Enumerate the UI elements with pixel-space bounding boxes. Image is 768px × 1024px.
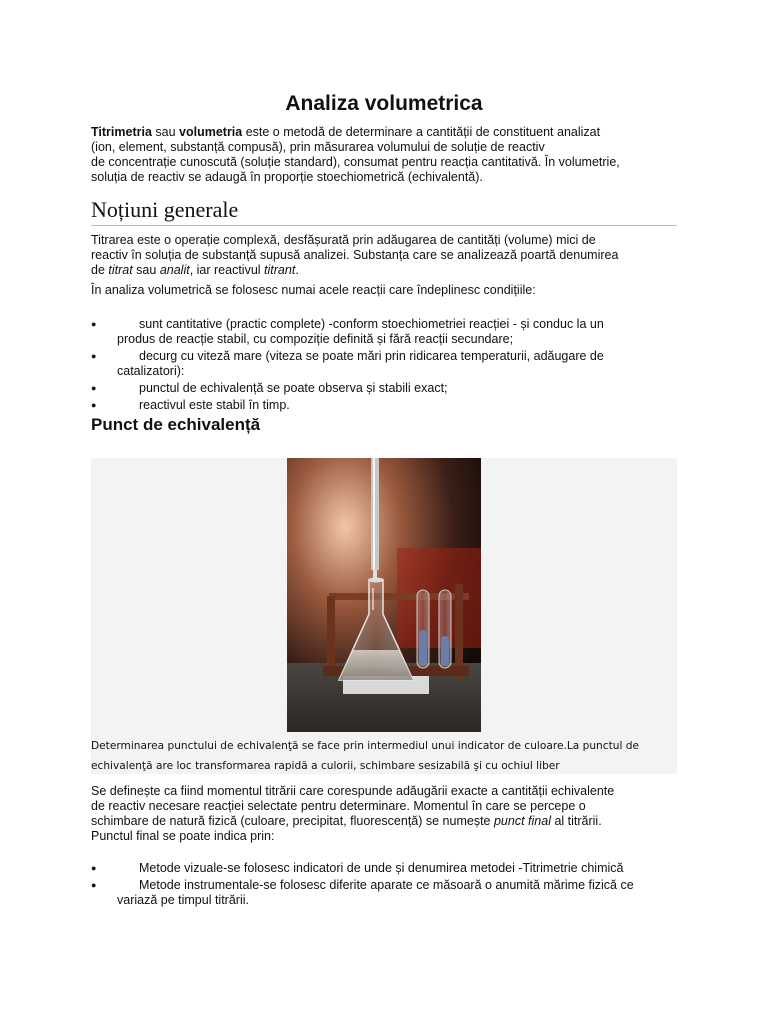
term-analit: analit <box>159 263 190 277</box>
list-item-text: Metode instrumentale-se folosesc diferite aparate ce măsoară o anumită mărime fizică ce <box>139 878 634 892</box>
list-item-text: sunt cantitative (practic complete) -conform stoechiometriei reacției - și conduc la un <box>139 317 604 331</box>
intro-text: este o metodă de determinare a cantității de constituent analizat <box>242 125 601 139</box>
term-punct-final: punct final <box>493 814 551 828</box>
bullet-icon: ● <box>91 863 97 873</box>
methods-list <box>91 861 681 910</box>
section-heading-notiuni: Noțiuni generale <box>91 197 677 226</box>
titration-photo <box>287 458 481 732</box>
paragraph-line: de reactiv necesare reacției selectate pentru determinare. Momentul în care se percepe o <box>91 799 586 813</box>
list-item-text: punctul de echivalență se poate observa și stabili exact; <box>139 381 448 395</box>
list-item-text: Metode vizuale-se folosesc indicatori de unde și denumirea metodei -Titrimetrie chimică <box>139 861 624 875</box>
paragraph-titrarea <box>91 233 677 278</box>
list-item-text: catalizatori): <box>117 364 185 378</box>
list-item <box>91 878 681 908</box>
intro-text: sau <box>151 125 180 139</box>
caption-line: echivalenţă are loc transformarea rapidă a culorii, schimbare sesizabilă şi cu ochiul liber <box>91 760 560 772</box>
term-titrant: titrant <box>264 263 296 277</box>
bullet-icon: ● <box>91 351 97 361</box>
list-item-text: produs de reacție stabil, cu compoziție definită și fără reacții secundare; <box>117 332 514 346</box>
term-titrat: titrat <box>108 263 133 277</box>
titration-flask-image <box>287 458 481 732</box>
intro-line: (ion, element, substanță compusă), prin măsurarea volumului de soluție de reactiv <box>91 140 545 154</box>
bullet-icon: ● <box>91 383 97 393</box>
text: al titrării. <box>550 814 602 828</box>
figure <box>91 458 677 774</box>
text: de <box>91 263 109 277</box>
list-item <box>91 317 681 347</box>
paragraph-line <box>91 263 677 278</box>
figure-caption <box>91 736 677 776</box>
bullet-icon: ● <box>91 880 97 890</box>
list-item <box>91 349 681 379</box>
conditions-list <box>91 317 681 415</box>
term-volumetria: volumetria <box>179 125 243 139</box>
paragraph-definitie <box>91 784 677 844</box>
paragraph-conditii: În analiza volumetrică se folosesc numai acele reacții care îndeplinesc condițiile: <box>91 283 536 297</box>
paragraph-line: Se definește ca fiind momentul titrării care corespunde adăugării exacte a cantității echivalente <box>91 784 615 798</box>
term-titrimetria: Titrimetria <box>91 125 152 139</box>
caption-line: Determinarea punctului de echivalenţă se face prin intermediul unui indicator de culoare.La punctul de <box>91 740 640 752</box>
page-title: Analiza volumetrica <box>285 92 483 115</box>
list-item <box>91 398 681 413</box>
paragraph-line <box>91 814 677 829</box>
intro-line: de concentrație cunoscută (soluție standard), consumat pentru reacția cantitativă. În volumetrie, <box>91 155 620 169</box>
list-item-text: reactivul este stabil în timp. <box>139 398 290 412</box>
text: schimbare de natură fizică (culoare, precipitat, fluorescență) se numește <box>91 814 494 828</box>
paragraph-line: Titrarea este o operație complexă, desfășurată prin adăugarea de cantități (volume) mici de <box>91 233 596 247</box>
list-item <box>91 861 681 876</box>
text: , iar reactivul <box>189 263 265 277</box>
section-heading-punct: Punct de echivalență <box>91 415 261 434</box>
text: sau <box>132 263 160 277</box>
list-item-text: variază pe timpul titrării. <box>117 893 249 907</box>
list-item-text: decurg cu viteză mare (viteza se poate mări prin ridicarea temperaturii, adăugare de <box>139 349 604 363</box>
paragraph-line: reactiv în soluția de substanță supusă analizei. Substanța care se analizează poartă denumirea <box>91 248 619 262</box>
text: . <box>295 263 299 277</box>
intro-line: soluția de reactiv se adaugă în proporție stoechiometrică (echivalentă). <box>91 170 483 184</box>
intro-paragraph <box>91 125 677 185</box>
paragraph-line: Punctul final se poate indica prin: <box>91 829 275 843</box>
bullet-icon: ● <box>91 400 97 410</box>
list-item <box>91 381 681 396</box>
bullet-icon: ● <box>91 319 97 329</box>
